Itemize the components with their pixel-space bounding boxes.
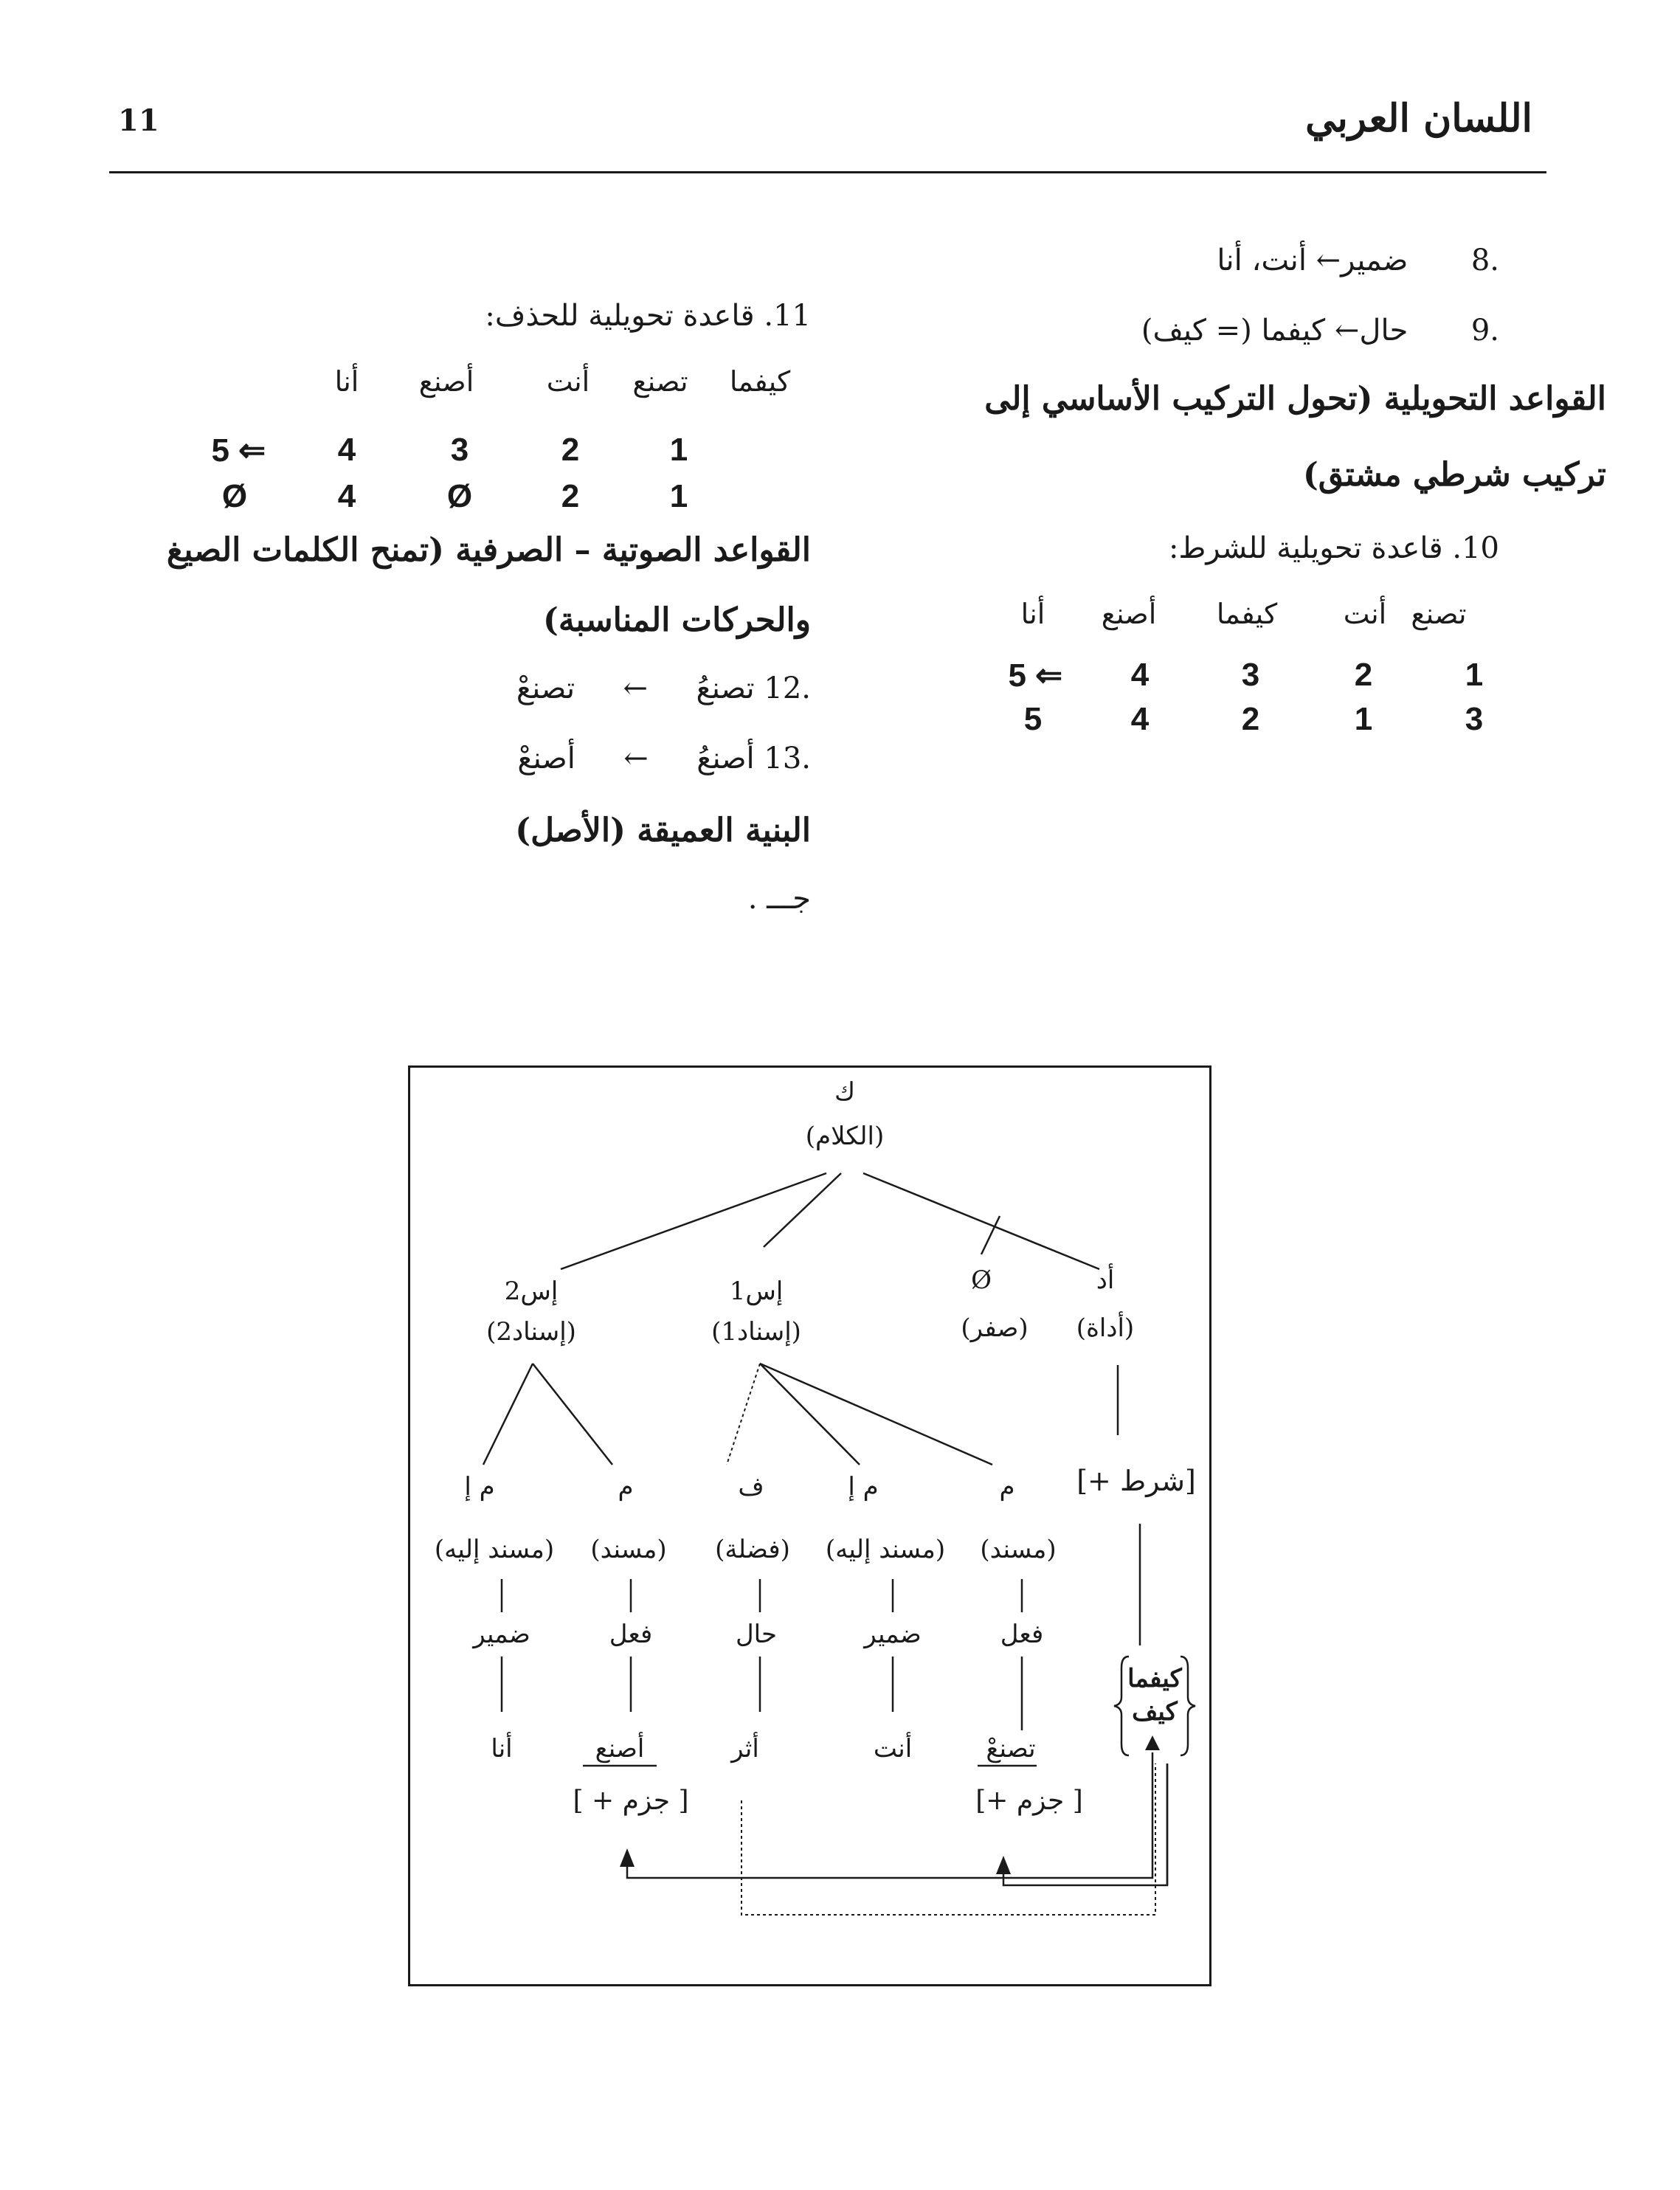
t11-r2-c2: 2 [561,478,580,514]
tree-feature-shart: [+ شرط] [1076,1465,1196,1497]
tree-f-label: ف [738,1472,764,1502]
t10-r1-c5: 5 ⇐ [1008,657,1062,694]
tree-m1-word: تصنعْ [986,1734,1036,1764]
t10-word-1: تصنع [1411,598,1467,630]
tree-mi2-label: م إ [464,1472,495,1502]
t11-r1-c2: 2 [561,432,580,468]
heading-phonological: القواعد الصوتية – الصرفية (تمنح الكلمات الصيغ [166,531,811,569]
tree-is2-label: إس2 [504,1277,559,1306]
t11-word-4: أصنع [418,365,474,398]
journal-title: اللسان العربي [1305,96,1532,141]
heading-transformational: القواعد التحويلية (تحول التركيب الأساسي إلى [984,380,1606,418]
tree-is2-gloss: (إسناد2) [486,1317,576,1347]
t10-r2-c1: 3 [1465,701,1484,737]
item-10: 10. قاعدة تحويلية للشرط: [1168,531,1499,565]
t10-word-2: أنت [1343,598,1387,630]
tree-m2-word: أصنع [595,1734,645,1764]
t11-r1-c3: 3 [450,432,469,468]
heading-transformational-cont: تركيب شرطي مشتق) [1302,456,1606,494]
t10-r2-c5: 5 [1023,701,1043,737]
t11-r2-c1: 1 [669,478,688,514]
t11-r2-c4: 4 [337,478,356,514]
tree-mi1-word: أنت [873,1734,913,1764]
tree-m2-feature: [ + جزم ] [573,1786,689,1816]
tree-m2-cat: فعل [609,1620,653,1649]
t11-word-3: أنت [546,365,590,398]
tree-kayfama: كيفما [1127,1664,1182,1693]
tree-mi1-label: م إ [848,1472,879,1502]
item-j: جـــ . [747,882,811,916]
arrow-icon: ← [623,671,649,705]
item-9-text: حال← كيفما (= كيف) [1141,314,1408,348]
t11-r1-c5: 5 ⇐ [211,432,266,469]
t10-r2-c2: 1 [1354,701,1373,737]
t11-word-5: أنا [334,365,359,398]
tree-mi2-word: أنا [491,1734,513,1764]
t10-r2-c4: 4 [1130,701,1150,737]
page-number: 11 [118,103,159,138]
t10-r1-c3: 3 [1241,657,1260,693]
tree-zero-label: Ø [971,1265,992,1295]
tree-mi2-cat: ضمير [473,1620,530,1649]
t11-r1-c1: 1 [669,432,688,468]
tree-is1-gloss: (إسناد1) [711,1317,801,1347]
item-13-to: أصنعْ [517,742,575,776]
item-8-text: ضمير← أنت، أنا [1217,243,1408,277]
tree-root-label: ك [834,1077,856,1107]
t11-r2-c3: Ø [446,478,473,514]
tree-m1-cat: فعل [1000,1620,1044,1649]
tree-root-gloss: (الكلام) [805,1122,885,1151]
t10-word-5: أنا [1020,598,1045,630]
tree-f-gloss: (فضلة) [715,1535,790,1564]
tree-is1-label: إس1 [729,1277,784,1306]
item-13-number: .13 [764,742,811,776]
t11-r2-c5: Ø [221,478,248,514]
t10-r1-c1: 1 [1465,657,1484,693]
t11-word-2: تصنع [632,365,688,398]
item-12-to: تصنعْ [516,671,575,705]
arrow-icon: ← [623,742,649,776]
t11-word-1: كيفما [729,365,791,398]
tree-zero-gloss: (صفر) [961,1313,1029,1343]
item-9-number: .9 [1470,314,1499,348]
t10-r2-c3: 2 [1241,701,1260,737]
heading-deep-structure: البنية العميقة (الأصل) [515,812,811,849]
tree-mi1-gloss: (مسند إليه) [825,1535,946,1564]
t10-word-3: كيفما [1216,598,1278,630]
tree-mi1-cat: ضمير [864,1620,922,1649]
t10-word-4: أصنع [1101,598,1157,630]
t10-r1-c4: 4 [1130,657,1150,693]
tree-mi2-gloss: (مسند إليه) [434,1535,555,1564]
item-13-from: أصنعُ [696,742,755,776]
tree-m2-label: م [618,1472,634,1502]
item-11: 11. قاعدة تحويلية للحذف: [485,299,811,333]
tree-m1-gloss: (مسند) [980,1535,1057,1564]
tree-f-cat: حال [735,1620,778,1649]
item-8-number: .8 [1470,243,1499,277]
item-12-number: .12 [764,671,811,705]
tree-f-word: أثر [731,1734,759,1764]
tree-m1-feature: [+ جزم ] [975,1786,1083,1816]
t10-r1-c2: 2 [1354,657,1373,693]
t11-r1-c4: 4 [337,432,356,468]
tree-m2-gloss: (مسند) [590,1535,667,1564]
tree-ad-gloss: (أداة) [1076,1313,1135,1343]
tree-kayfa: كيف [1132,1697,1178,1727]
item-12-from: تصنعُ [696,671,755,705]
tree-ad-label: أد [1096,1265,1115,1295]
tree-m1-label: م [999,1472,1015,1502]
heading-phonological-cont: والحركات المناسبة) [543,601,811,639]
